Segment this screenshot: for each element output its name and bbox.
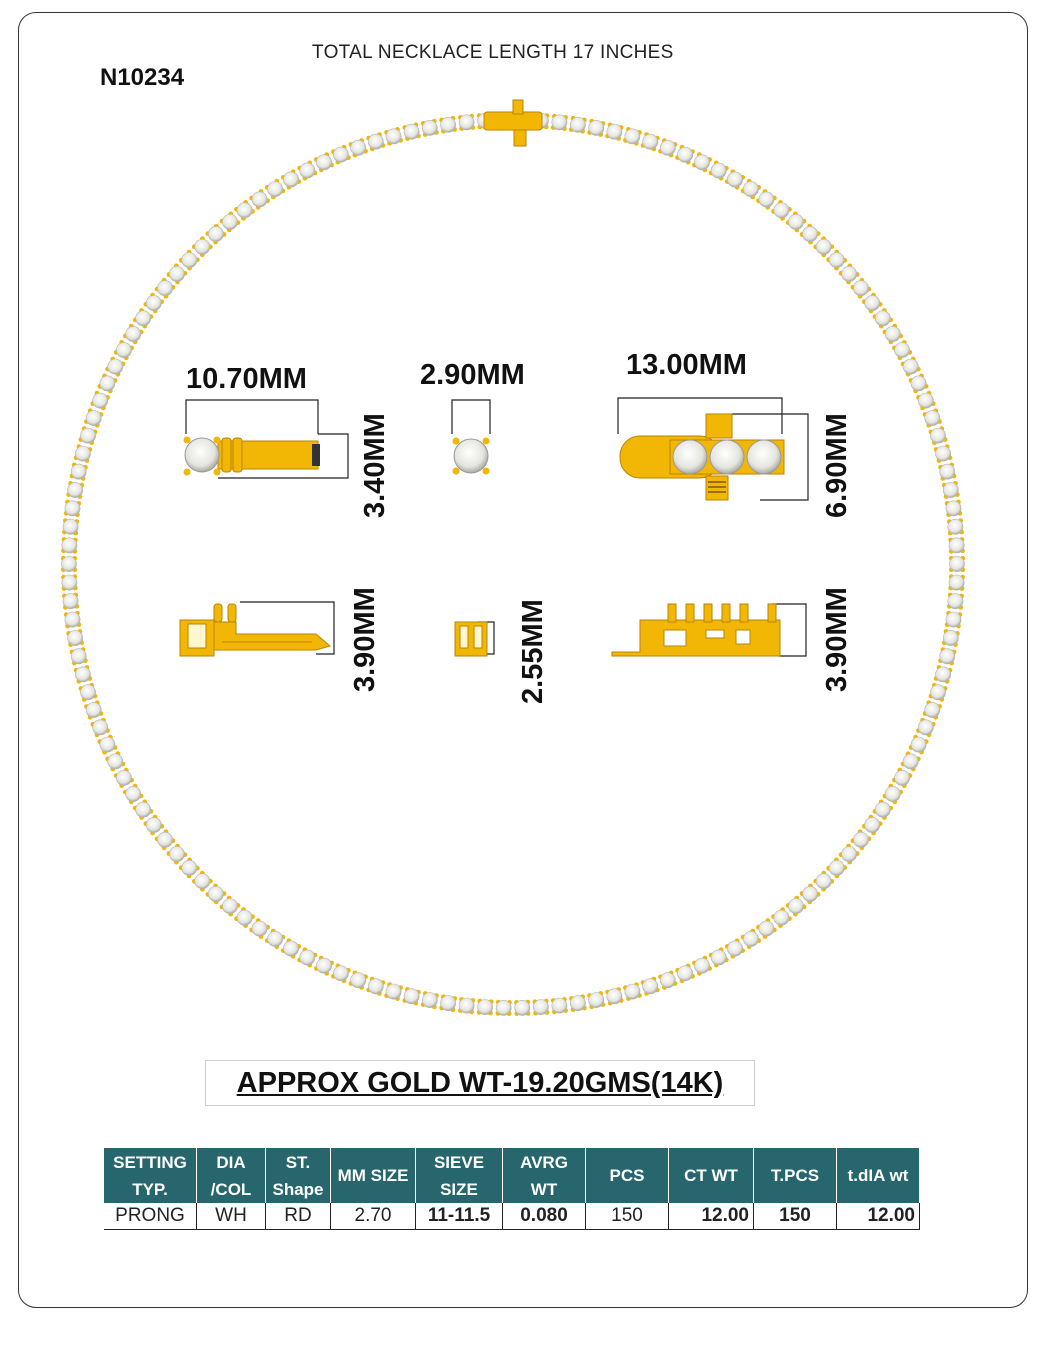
- table-row: [104, 1203, 920, 1230]
- ring-stone: [351, 140, 366, 155]
- cell-t-dia-wt: 12.00: [837, 1203, 920, 1230]
- ring-stone: [788, 899, 803, 914]
- ring-stone: [75, 446, 90, 461]
- ring-stone: [774, 203, 789, 218]
- ring-stone: [743, 931, 758, 946]
- ring-stone: [237, 910, 252, 925]
- dim-clasp-end-height: 3.40MM: [359, 413, 391, 518]
- tennis-chain-ring: [61, 112, 965, 1016]
- ring-stone: [268, 182, 283, 197]
- ring-stone: [625, 129, 640, 144]
- header-sieve-size: SIEVE SIZE: [416, 1148, 503, 1203]
- dim-clasp-length: 13.00MM: [626, 349, 747, 381]
- ring-stone: [62, 575, 77, 590]
- ring-stone: [116, 343, 131, 358]
- ring-stone: [368, 134, 383, 149]
- ring-stone: [816, 874, 831, 889]
- ring-stone: [816, 239, 831, 254]
- ring-stone: [404, 989, 419, 1004]
- ring-stone: [80, 685, 95, 700]
- ring-stone: [727, 941, 742, 956]
- stone-link-top-view: [453, 438, 490, 475]
- ring-stone: [75, 667, 90, 682]
- ring-stone: [222, 899, 237, 914]
- ring-stone: [743, 182, 758, 197]
- ring-stone: [208, 886, 223, 901]
- ring-stone: [925, 410, 940, 425]
- ring-stone: [918, 393, 933, 408]
- cell-pcs: 150: [586, 1203, 669, 1230]
- ring-stone: [903, 359, 918, 374]
- ring-stone: [589, 993, 604, 1008]
- gold-weight-box: [205, 1060, 755, 1106]
- ring-stone: [946, 612, 961, 627]
- ring-stone: [252, 921, 267, 936]
- ring-stone: [333, 966, 348, 981]
- header-t-dia-wt: t.dIA wt: [837, 1148, 920, 1203]
- cell-dia-col: WH: [197, 1203, 266, 1230]
- table-header-row: [104, 1148, 920, 1203]
- ring-stone: [607, 124, 622, 139]
- ring-stone: [829, 860, 844, 875]
- ring-stone: [885, 786, 900, 801]
- ring-stone: [660, 973, 675, 988]
- ring-stone: [949, 556, 964, 571]
- ring-stone: [157, 281, 172, 296]
- ring-stone: [589, 120, 604, 135]
- cell-mm-size: 2.70: [331, 1203, 416, 1230]
- ring-stone: [643, 979, 658, 994]
- header-mm-size: MM SIZE: [331, 1148, 416, 1203]
- header-dia-col: DIA /COL: [197, 1148, 266, 1203]
- ring-stone: [803, 226, 818, 241]
- header-stone-shape: ST. Shape: [266, 1148, 331, 1203]
- ring-stone: [65, 612, 80, 627]
- dim-clasp-height: 6.90MM: [821, 413, 853, 518]
- clasp-end-side-view: [180, 604, 330, 656]
- ring-stone: [607, 989, 622, 1004]
- ring-stone: [80, 428, 95, 443]
- ring-stone: [678, 147, 693, 162]
- ring-stone: [694, 155, 709, 170]
- ring-stone: [949, 575, 964, 590]
- necklace-length-title: TOTAL NECKLACE LENGTH 17 INCHES: [312, 42, 674, 63]
- dim-stone-link-width: 2.90MM: [420, 359, 525, 391]
- cell-ct-wt: 12.00: [669, 1203, 754, 1230]
- dim-clasp-end-length: 10.70MM: [186, 363, 307, 395]
- ring-stone: [948, 519, 963, 534]
- ring-stone: [252, 192, 267, 207]
- ring-stone: [625, 984, 640, 999]
- clasp-side-view: [612, 604, 780, 656]
- header-t-pcs: T.PCS: [754, 1148, 837, 1203]
- ring-stone: [368, 979, 383, 994]
- ring-stone: [68, 482, 83, 497]
- ring-stone: [237, 203, 252, 218]
- ring-stone: [895, 770, 910, 785]
- ring-stone: [678, 966, 693, 981]
- ring-stone: [925, 702, 940, 717]
- ring-stone: [875, 802, 890, 817]
- header-avrg-wt: AVRG WT: [503, 1148, 586, 1203]
- ring-stone: [62, 538, 77, 553]
- ring-stone: [300, 163, 315, 178]
- ring-stone: [157, 832, 172, 847]
- ring-stone: [316, 155, 331, 170]
- ring-stone: [86, 410, 101, 425]
- ring-stone: [496, 1000, 511, 1015]
- ring-stone: [441, 996, 456, 1011]
- ring-stone: [903, 754, 918, 769]
- ring-stone: [803, 886, 818, 901]
- stone-spec-table: [104, 1148, 920, 1230]
- ring-stone: [865, 817, 880, 832]
- ring-stone: [422, 993, 437, 1008]
- ring-stone: [759, 192, 774, 207]
- ring-stone: [136, 802, 151, 817]
- clasp-top-view: [620, 414, 784, 500]
- ring-stone: [515, 1000, 530, 1015]
- ring-stone: [774, 910, 789, 925]
- ring-stone: [68, 630, 83, 645]
- ring-stone: [918, 720, 933, 735]
- ring-stone: [948, 594, 963, 609]
- ring-stone: [459, 115, 474, 130]
- ring-stone: [943, 482, 958, 497]
- ring-stone: [552, 998, 567, 1013]
- ring-stone: [126, 786, 141, 801]
- ring-stone: [126, 326, 141, 341]
- ring-stone: [570, 996, 585, 1011]
- ring-stone: [946, 501, 961, 516]
- ring-stone: [936, 446, 951, 461]
- cell-t-pcs: 150: [754, 1203, 837, 1230]
- ring-stone: [478, 1000, 493, 1015]
- ring-stone: [146, 295, 161, 310]
- ring-stone: [930, 428, 945, 443]
- ring-stone: [195, 874, 210, 889]
- ring-stone: [911, 376, 926, 391]
- ring-stone: [222, 214, 237, 229]
- ring-stone: [86, 702, 101, 717]
- ring-stone: [643, 134, 658, 149]
- ring-stone: [552, 115, 567, 130]
- dim-clasp-end-side-depth: 3.90MM: [349, 587, 381, 692]
- ring-stone: [759, 921, 774, 936]
- ring-stone: [570, 117, 585, 132]
- header-pcs: PCS: [586, 1148, 669, 1203]
- ring-stone: [936, 667, 951, 682]
- ring-stone: [283, 941, 298, 956]
- ring-stone: [169, 847, 184, 862]
- ring-stone: [711, 950, 726, 965]
- cell-setting-type: PRONG: [104, 1203, 197, 1230]
- ring-stone: [853, 832, 868, 847]
- ring-stone: [842, 847, 857, 862]
- ring-stone: [146, 817, 161, 832]
- ring-stone: [940, 464, 955, 479]
- ring-stone: [71, 464, 86, 479]
- stone-link-side-view: [455, 622, 487, 656]
- clasp-end-top-view: [184, 437, 321, 476]
- ring-stone: [441, 117, 456, 132]
- ring-stone: [829, 253, 844, 268]
- dim-stone-link-side-depth: 2.55MM: [517, 599, 549, 704]
- ring-stone: [727, 172, 742, 187]
- ring-stone: [386, 129, 401, 144]
- ring-stone: [885, 326, 900, 341]
- ring-stone: [895, 343, 910, 358]
- ring-stone: [386, 984, 401, 999]
- ring-stone: [63, 594, 78, 609]
- ring-stone: [422, 120, 437, 135]
- ring-stone: [108, 359, 123, 374]
- ring-stone: [100, 737, 115, 752]
- ring-stone: [333, 147, 348, 162]
- ring-stone: [63, 519, 78, 534]
- ring-stone: [842, 266, 857, 281]
- ring-stone: [940, 649, 955, 664]
- ring-stone: [788, 214, 803, 229]
- ring-stone: [949, 538, 964, 553]
- ring-stone: [108, 754, 123, 769]
- ring-stone: [853, 281, 868, 296]
- ring-stone: [459, 998, 474, 1013]
- ring-stone: [943, 630, 958, 645]
- ring-stone: [116, 770, 131, 785]
- ring-stone: [660, 140, 675, 155]
- ring-stone: [182, 253, 197, 268]
- ring-stone: [283, 172, 298, 187]
- ring-stone: [93, 393, 108, 408]
- ring-stone: [268, 931, 283, 946]
- ring-stone: [875, 311, 890, 326]
- ring-stone: [911, 737, 926, 752]
- ring-stone: [100, 376, 115, 391]
- dim-clasp-side-depth: 3.90MM: [821, 587, 853, 692]
- header-setting-type: SETTING TYP.: [104, 1148, 197, 1203]
- cell-avrg-wt: 0.080: [503, 1203, 586, 1230]
- ring-stone: [195, 239, 210, 254]
- ring-stone: [316, 958, 331, 973]
- ring-stone: [93, 720, 108, 735]
- gold-weight-text: APPROX GOLD WT-19.20GMS(14K): [236, 1066, 724, 1099]
- ring-clasp-top: [484, 100, 542, 146]
- header-ct-wt: CT WT: [669, 1148, 754, 1203]
- ring-stone: [865, 295, 880, 310]
- cell-sieve-size: 11-11.5: [416, 1203, 503, 1230]
- ring-stone: [711, 163, 726, 178]
- ring-stone: [182, 860, 197, 875]
- ring-stone: [136, 311, 151, 326]
- ring-stone: [300, 950, 315, 965]
- ring-stone: [71, 649, 86, 664]
- ring-stone: [533, 1000, 548, 1015]
- ring-stone: [351, 973, 366, 988]
- ring-stone: [694, 958, 709, 973]
- cell-stone-shape: RD: [266, 1203, 331, 1230]
- product-code: N10234: [100, 64, 185, 91]
- ring-stone: [169, 266, 184, 281]
- ring-stone: [208, 226, 223, 241]
- ring-stone: [65, 501, 80, 516]
- ring-stone: [61, 556, 76, 571]
- ring-stone: [404, 124, 419, 139]
- ring-stone: [930, 685, 945, 700]
